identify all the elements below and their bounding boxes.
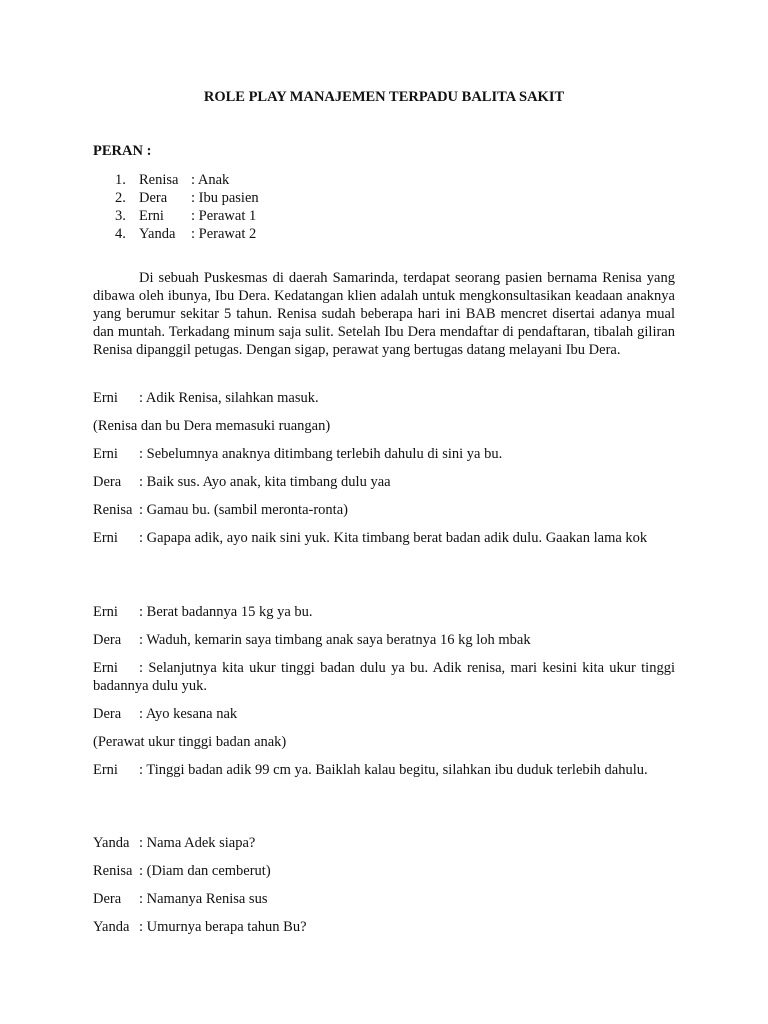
dialogue-line: [93, 529, 675, 547]
role-item: [115, 225, 259, 243]
role-item: [115, 207, 259, 225]
dialogue-text: : Baik sus. Ayo anak, kita timbang dulu yaa: [139, 474, 391, 490]
dialogue-line: [93, 705, 675, 723]
dialogue-line: [93, 389, 675, 407]
role-number: 3.: [115, 208, 126, 224]
speaker-name: Erni: [93, 762, 118, 778]
role-name: Renisa: [139, 172, 179, 188]
roles-heading: PERAN :: [93, 143, 152, 159]
role-description: : Perawat 1: [191, 208, 257, 224]
dialogue-line: [93, 918, 675, 936]
speaker-name: Renisa: [93, 863, 133, 879]
dialogue-text: : (Diam dan cemberut): [139, 863, 271, 879]
speaker-name: Yanda: [93, 919, 130, 935]
stage-direction: (Perawat ukur tinggi badan anak): [93, 734, 287, 750]
dialogue-text: : Sebelumnya anaknya ditimbang terlebih dahulu di sini ya bu.: [139, 446, 503, 462]
dialogue-text: : Nama Adek siapa?: [139, 835, 256, 851]
role-item: [115, 189, 259, 207]
dialogue-text: : Tinggi badan adik 99 cm ya. Baiklah kalau begitu, silahkan ibu duduk terlebih dahulu.: [139, 762, 648, 778]
speaker-name: Dera: [93, 706, 122, 722]
role-number: 2.: [115, 190, 126, 206]
role-number: 1.: [115, 172, 126, 188]
role-name: Yanda: [139, 226, 176, 242]
dialogue-line: [93, 631, 675, 649]
dialogue-line: [93, 501, 675, 519]
dialogue-text: : Gamau bu. (sambil meronta-ronta): [139, 502, 348, 518]
dialogue-line: [93, 890, 675, 908]
speaker-name: Erni: [93, 604, 118, 620]
intro-paragraph: Di sebuah Puskesmas di daerah Samarinda, terdapat seorang pasien bernama Renisa yang dibawa oleh ibunya, Ibu Dera. Kedatangan klien adalah untuk mengkonsultasikan keadaan anaknya yang berumur sekitar 5 tahun. Renisa sudah beberapa hari ini BAB mencret disertai adanya mual dan muntah. Terkadang minum saja sulit. Setelah Ibu Dera mendaftar di pendaftaran, tibalah giliran Renisa dipanggil petugas. Dengan sigap, perawat yang bertugas datang melayani Ibu Dera.: [93, 270, 675, 358]
roles-list: [115, 171, 259, 243]
document-title: ROLE PLAY MANAJEMEN TERPADU BALITA SAKIT: [203, 89, 565, 105]
role-description: : Anak: [191, 172, 230, 188]
stage-direction: (Renisa dan bu Dera memasuki ruangan): [93, 418, 331, 434]
role-item: [115, 171, 259, 189]
speaker-name: Erni: [93, 530, 118, 546]
dialogue-text: : Berat badannya 15 kg ya bu.: [139, 604, 313, 620]
role-name: Dera: [139, 190, 168, 206]
dialogue-text: : Namanya Renisa sus: [139, 891, 268, 907]
dialogue-text: : Ayo kesana nak: [139, 706, 238, 722]
speaker-name: Erni: [93, 446, 118, 462]
dialogue-text: : Waduh, kemarin saya timbang anak saya beratnya 16 kg loh mbak: [139, 632, 531, 648]
speaker-name: Renisa: [93, 502, 133, 518]
dialogue-text: : Selanjutnya kita ukur tinggi badan dulu ya bu. Adik renisa, mari kesini kita ukur tinggi badannya dulu yuk.: [93, 660, 675, 694]
speaker-name: Dera: [93, 474, 122, 490]
dialogue-line: [93, 445, 675, 463]
speaker-name: Dera: [93, 891, 122, 907]
dialogue-text: : Adik Renisa, silahkan masuk.: [139, 390, 319, 406]
speaker-name: Erni: [93, 660, 118, 676]
role-number: 4.: [115, 226, 126, 242]
speaker-name: Dera: [93, 632, 122, 648]
dialogue-line: [93, 473, 675, 491]
dialogue-text: : Gapapa adik, ayo naik sini yuk. Kita timbang berat badan adik dulu. Gaakan lama kok: [139, 530, 648, 546]
dialogue-line: [93, 834, 675, 852]
dialogue-text: : Umurnya berapa tahun Bu?: [139, 919, 307, 935]
dialogue-line: [93, 761, 675, 779]
role-name: Erni: [139, 208, 164, 224]
speaker-name: Yanda: [93, 835, 130, 851]
role-description: : Perawat 2: [191, 226, 257, 242]
dialogue-line: [93, 659, 675, 695]
dialogue-line: [93, 862, 675, 880]
role-description: : Ibu pasien: [191, 190, 259, 206]
speaker-name: Erni: [93, 390, 118, 406]
dialogue-line: [93, 603, 675, 621]
